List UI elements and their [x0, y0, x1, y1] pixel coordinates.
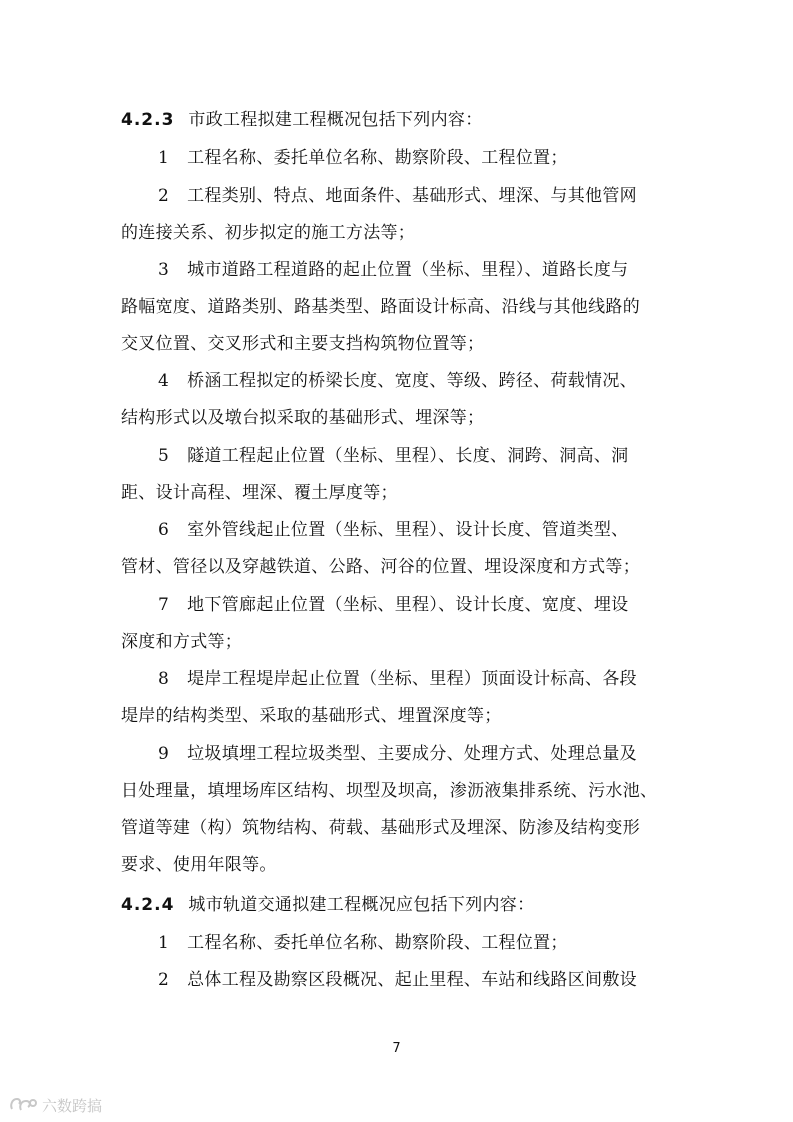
watermark-text: 六数跨搞	[42, 1096, 103, 1115]
item-number: 8	[158, 669, 170, 689]
clause-number: 4.2.3	[121, 110, 175, 130]
item-text: 城市道路工程道路的起止位置（坐标、里程）、道路长度与	[187, 260, 629, 280]
item-continuation-line: 日处理量，填埋场库区结构、坝型及坝高，渗沥液集排系统、污水池、	[121, 781, 658, 801]
item-text: 工程类别、特点、地面条件、基础形式、埋深、与其他管网	[187, 186, 637, 206]
item-continuation-line: 交叉位置、交叉形式和主要支挡构筑物位置等；	[121, 334, 485, 354]
clause-heading-4-2-3	[121, 109, 681, 131]
item-number: 7	[158, 595, 170, 615]
list-item-2	[158, 185, 681, 207]
clause-title: 市政工程拟建工程概况包括下列内容：	[188, 110, 483, 130]
item-number: 2	[158, 970, 170, 990]
item-text: 工程名称、委托单位名称、勘察阶段、工程位置；	[187, 933, 568, 953]
list-item-2	[158, 969, 681, 991]
item-continuation-line: 路幅宽度、道路类别、路基类型、路面设计标高、沿线与其他线路的	[121, 297, 640, 317]
item-continuation-line: 管道等建（构）筑物结构、荷载、基础形式及埋深、防渗及结构变形	[121, 818, 640, 838]
item-number: 1	[158, 148, 170, 168]
item-number: 4	[158, 371, 170, 391]
list-item-1	[158, 932, 681, 954]
list-item-9	[158, 743, 681, 765]
item-text: 室外管线起止位置（坐标、里程）、设计长度、管道类型、	[187, 520, 629, 540]
item-text: 工程名称、委托单位名称、勘察阶段、工程位置；	[187, 148, 568, 168]
list-item-4	[158, 370, 681, 392]
list-item-6	[158, 519, 681, 541]
list-item-7	[158, 594, 681, 616]
item-continuation-line: 堤岸的结构类型、采取的基础形式、埋置深度等；	[121, 706, 502, 726]
item-text: 隧道工程起止位置（坐标、里程）、长度、洞跨、洞高、洞	[187, 446, 629, 466]
item-number: 6	[158, 520, 170, 540]
item-text: 地下管廊起止位置（坐标、里程）、设计长度、宽度、埋设	[187, 595, 629, 615]
watermark	[8, 1093, 102, 1117]
item-number: 3	[158, 260, 170, 280]
item-continuation-line: 管材、管径以及穿越铁道、公路、河谷的位置、埋设深度和方式等；	[121, 557, 640, 577]
item-number: 9	[158, 744, 170, 764]
list-item-3	[158, 259, 681, 281]
clause-heading-4-2-4	[121, 894, 681, 916]
item-text: 桥涵工程拟定的桥梁长度、宽度、等级、跨径、荷载情况、	[187, 371, 637, 391]
item-number: 2	[158, 186, 170, 206]
watermark-logo-icon	[8, 1095, 38, 1115]
clause-number: 4.2.4	[121, 895, 175, 915]
item-continuation-line: 要求、使用年限等。	[121, 855, 277, 875]
item-number: 5	[158, 446, 170, 466]
item-text: 总体工程及勘察区段概况、起止里程、车站和线路区间敷设	[187, 970, 637, 990]
item-text: 垃圾填埋工程垃圾类型、主要成分、处理方式、处理总量及	[187, 744, 637, 764]
list-item-5	[158, 445, 681, 467]
item-continuation-line: 距、设计高程、埋深、覆土厚度等；	[121, 483, 398, 503]
item-text: 堤岸工程堤岸起止位置（坐标、里程）顶面设计标高、各段	[187, 669, 637, 689]
list-item-8	[158, 668, 681, 690]
item-number: 1	[158, 933, 170, 953]
clause-title: 城市轨道交通拟建工程概况应包括下列内容：	[188, 895, 535, 915]
list-item-1	[158, 147, 681, 169]
item-continuation-line: 的连接关系、初步拟定的施工方法等；	[121, 223, 416, 243]
page-number: 7	[392, 1041, 401, 1056]
item-continuation-line: 深度和方式等；	[121, 632, 243, 652]
item-continuation-line: 结构形式以及墩台拟采取的基础形式、埋深等；	[121, 408, 485, 428]
